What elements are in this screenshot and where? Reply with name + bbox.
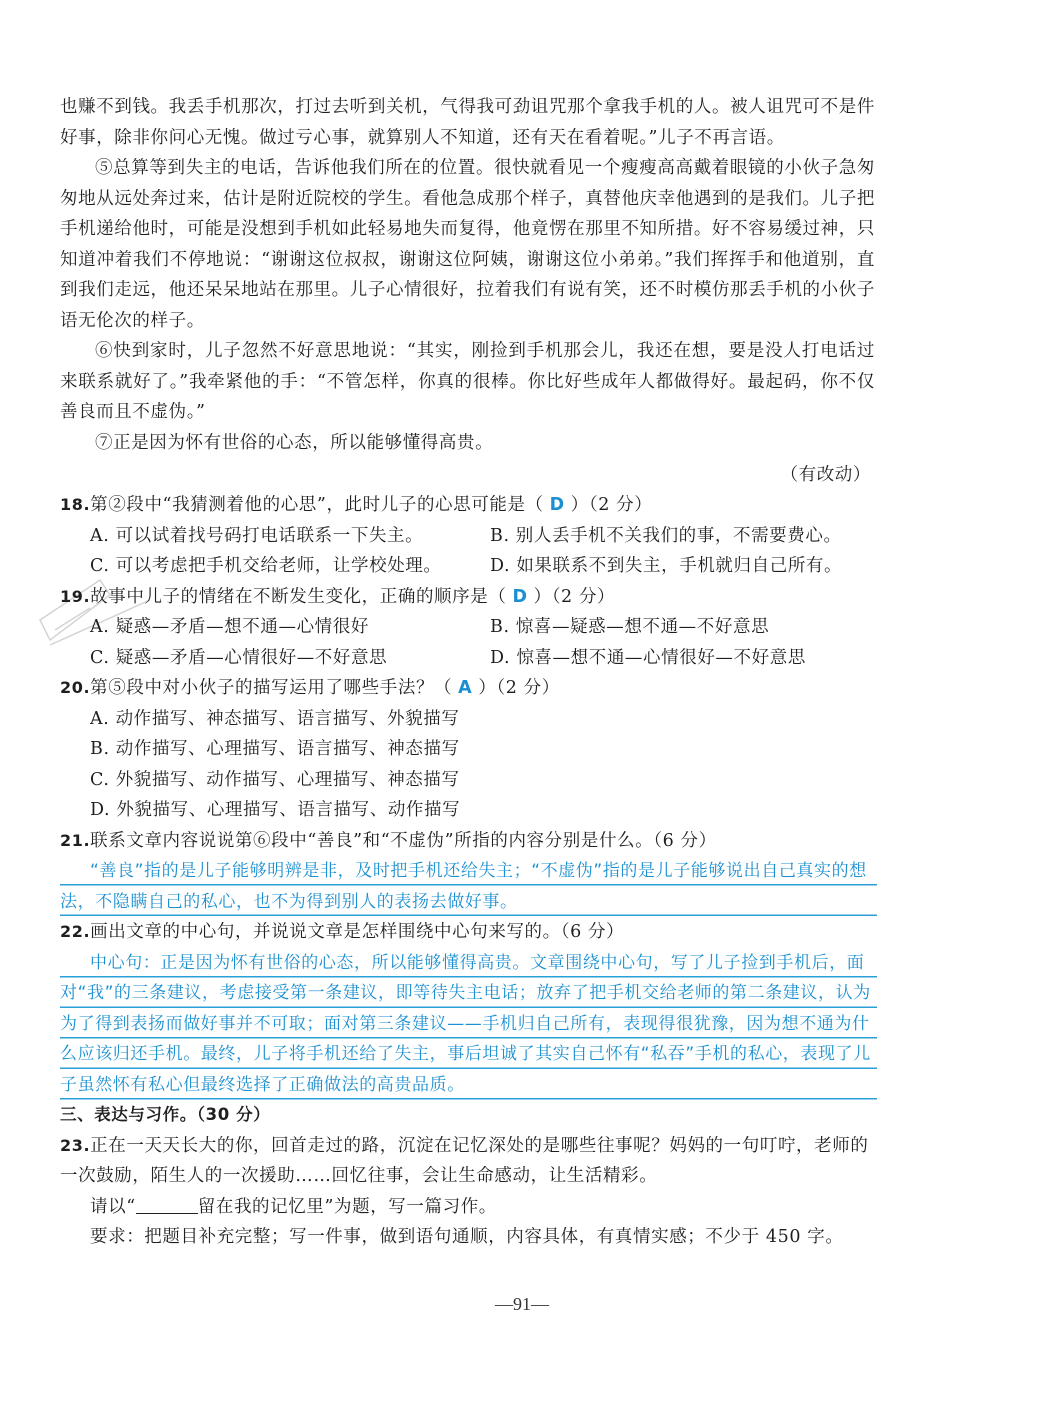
handwritten-answer: D: [512, 586, 528, 607]
essay-title-line: [90, 1192, 875, 1223]
question-score: ）（2 分）: [478, 678, 560, 698]
question-19: [60, 582, 875, 613]
question-20: [60, 673, 875, 704]
option-b: B. 别人丢手机不关我们的事，不需要费心。: [490, 525, 842, 546]
option-d: D. 如果联系不到失主，手机就归自己所有。: [490, 556, 843, 576]
option-a: A. 可以试着找号码打电话联系一下失主。: [90, 525, 424, 546]
question-score: ）（2 分）: [570, 495, 653, 515]
question-23-body: [60, 1192, 875, 1253]
source-note: （有改动）: [780, 465, 871, 485]
handwritten-answer: D: [549, 495, 565, 515]
question-stem: 第⑤段中对小伙子的描写运用了哪些手法？（: [90, 678, 453, 698]
option-b: B. 动作描写、心理描写、语言描写、神态描写: [90, 739, 460, 759]
question-number: 22.: [60, 922, 91, 941]
question-18: [60, 490, 875, 521]
question-19-options: [60, 612, 875, 673]
handwritten-answer: A: [458, 678, 473, 698]
question-21: [60, 826, 875, 857]
option-d: D. 惊喜—想不通—心情很好—不好意思: [490, 647, 806, 668]
title-blank[interactable]: [136, 1195, 198, 1214]
answer-22-handwritten: 中心句：正是因为怀有世俗的心态，所以能够懂得高贵。文章围绕中心句，写了儿子捡到手机后，面对“我”的三条建议，考虑接受第一条建议，即等待失主电话；放弃了把手机交给老师的第二条建议，认为为了得到表扬而做好事并不可取；面对第三条建议——手机归自己所有，表现得很犹豫，因为想不通为什么应该归还手机。最终，儿子将手机还给了失主，事后坦诚了其实自己怀有“私吞”手机的私心，表现了儿子虽然怀有私心但最终选择了正确做法的高贵品质。: [60, 948, 877, 1101]
passage-paragraph-continued: 也赚不到钱。我丢手机那次，打过去听到关机，气得我可劲诅咒那个拿我手机的人。被人诅咒可不是件好事，除非你问心无愧。做过亏心事，就算别人不知道，还有天在看着呢。”儿子不再言语。: [60, 97, 875, 148]
question-18-options: [60, 521, 875, 582]
question-stem: 正在一天天长大的你，回首走过的路，沉淀在记忆深处的是哪些往事呢？妈妈的一句叮咛，老师的一次鼓励，陌生人的一次援助……回忆往事，会让生命感动，让生活精彩。: [60, 1135, 869, 1186]
question-23: [60, 1131, 875, 1192]
worksheet-page: [60, 92, 875, 1253]
title-prefix: 请以“: [90, 1196, 136, 1217]
section-title: 三、表达与习作。（30 分）: [60, 1105, 271, 1124]
essay-requirement: 要求：把题目补充完整；写一件事，做到语句通顺，内容具体，有真情实感；不少于 450 字。: [90, 1227, 844, 1247]
option-a: A. 动作描写、神态描写、语言描写、外貌描写: [90, 708, 460, 729]
question-number: 21.: [60, 830, 91, 850]
title-suffix: 留在我的记忆里”为题，写一篇习作。: [197, 1196, 497, 1217]
question-stem: 联系文章内容说说第⑥段中“善良”和“不虚伪”所指的内容分别是什么。（6 分）: [90, 830, 717, 851]
question-number: 20.: [60, 678, 91, 697]
question-number: 18.: [60, 495, 91, 514]
option-c: C. 可以考虑把手机交给老师，让学校处理。: [90, 556, 442, 576]
question-20-options: [60, 704, 875, 826]
question-score: ）（2 分）: [533, 586, 616, 607]
option-a: A. 疑惑—矛盾—想不通—心情很好: [90, 617, 369, 637]
passage-paragraph-6: ⑥快到家时，儿子忽然不好意思地说：“其实，刚捡到手机那会儿，我还在想，要是没人打电话过来联系就好了。”我牵紧他的手：“不管怎样，你真的很棒。你比好些成年人都做得好。最起码，你不仅善良而且不虚伪。”: [60, 341, 875, 422]
option-c: C. 外貌描写、动作描写、心理描写、神态描写: [90, 769, 460, 790]
question-stem: 故事中儿子的情绪在不断发生变化，正确的顺序是（: [90, 586, 507, 607]
option-b: B. 惊喜—疑惑—想不通—不好意思: [490, 617, 770, 637]
question-stem: 第②段中“我猜测着他的心思”，此时儿子的心思可能是（: [90, 495, 544, 515]
passage-paragraph-5: ⑤总算等到失主的电话，告诉他我们所在的位置。很快就看见一个瘦瘦高高戴着眼镜的小伙子急匆匆地从远处奔过来，估计是附近院校的学生。看他急成那个样子，真替他庆幸他遇到的是我们。儿子把手机递给他时，可能是没想到手机如此轻易地失而复得，他竟愣在那里不知所措。好不容易缓过神，只知道冲着我们不停地说：“谢谢这位叔叔，谢谢这位阿姨，谢谢这位小弟弟。”我们挥挥手和他道别，直到我们走远，他还呆呆地站在那里。儿子心情很好，拉着我们有说有笑，还不时模仿那丢手机的小伙子语无伦次的样子。: [60, 158, 875, 331]
question-number: 19.: [60, 586, 91, 606]
option-d: D. 外貌描写、心理描写、语言描写、动作描写: [90, 800, 461, 820]
question-number: 23.: [60, 1135, 91, 1155]
question-stem: 画出文章的中心句，并说说文章是怎样围绕中心句来写的。（6 分）: [90, 922, 625, 942]
option-c: C. 疑惑—矛盾—心情很好—不好意思: [90, 647, 388, 668]
page-number: —91—: [495, 1294, 549, 1314]
answer-21-handwritten: “善良”指的是儿子能够明辨是非，及时把手机还给失主；“不虚伪”指的是儿子能够说出自己真实的想法，不隐瞒自己的私心，也不为得到别人的表扬去做好事。: [60, 856, 877, 917]
passage-paragraph-7: ⑦正是因为怀有世俗的心态，所以能够懂得高贵。: [95, 432, 494, 453]
question-22: [60, 917, 875, 948]
